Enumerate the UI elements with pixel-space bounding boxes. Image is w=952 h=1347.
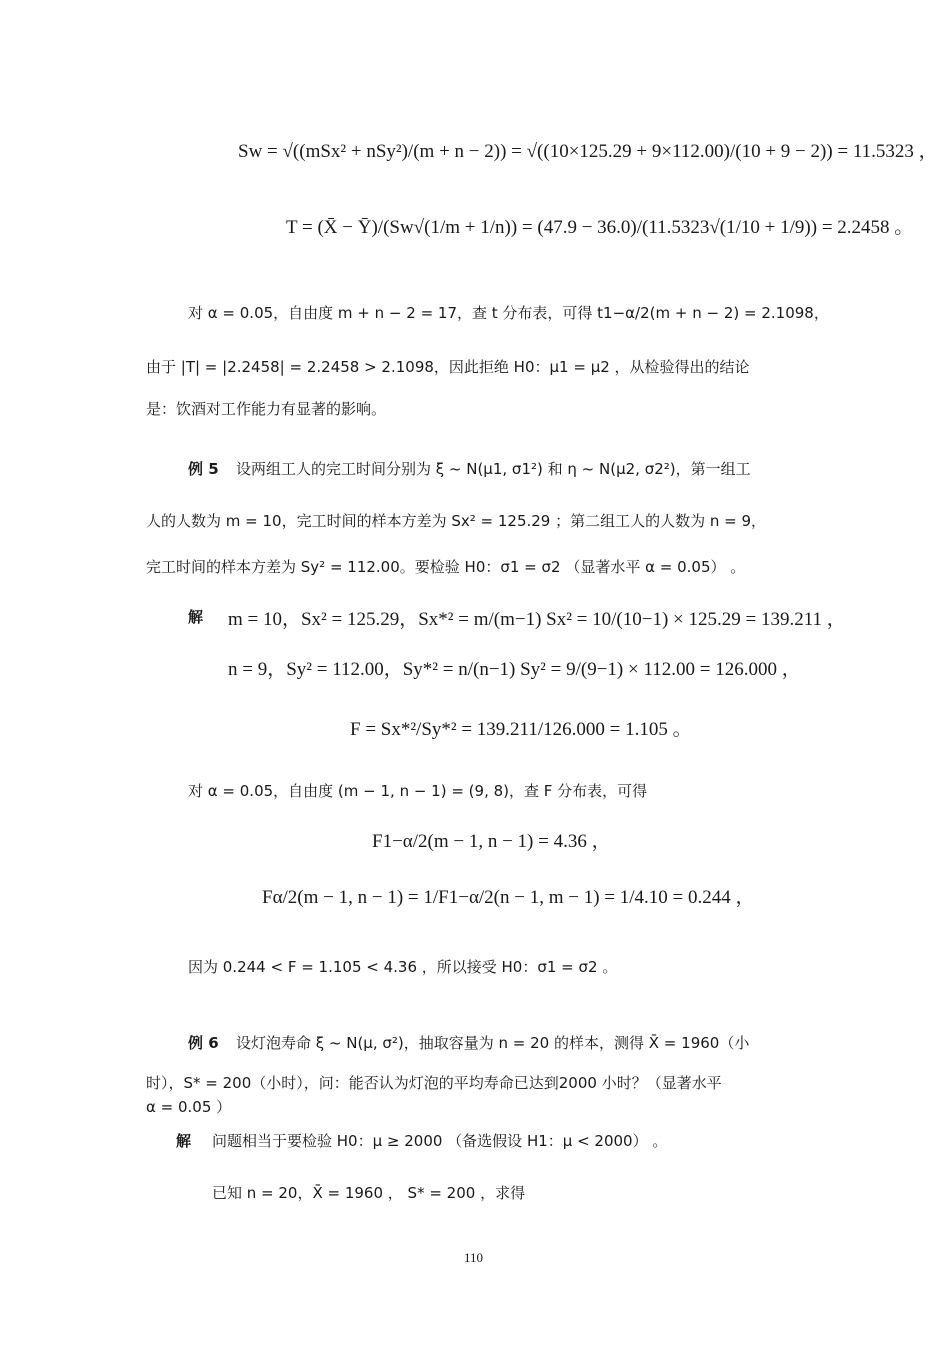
equation-sw: Sw = √((mSx² + nSy²)/(m + n − 2)) = √((10×125.29 + 9×112.00)/(10 + 9 − 2)) = 11.5323 ， bbox=[238, 141, 938, 162]
paragraph-reject: 由于 |T| = |2.2458| = 2.2458 > 2.1098，因此拒绝 H0：μ1 = μ2 ，从检验得出的结论 bbox=[146, 358, 750, 376]
paragraph-alpha: 对 α = 0.05，自由度 m + n − 2 = 17，查 t 分布表，可得 t1−α/2(m + n − 2) = 2.1098， bbox=[188, 304, 829, 322]
example-6-line-1: 设灯泡寿命 ξ ~ N(μ, σ²)，抽取容量为 n = 20 的样本，测得 X̄ = 1960（小 bbox=[236, 1034, 750, 1052]
equation-f-lower: Fα/2(m − 1, n − 1) = 1/F1−α/2(n − 1, m − 1) = 1/4.10 = 0.244 ， bbox=[262, 887, 755, 908]
paragraph-accept: 因为 0.244 < F = 1.105 < 4.36 ，所以接受 H0：σ1 = σ2 。 bbox=[188, 958, 618, 976]
paragraph-alpha-2: 对 α = 0.05，自由度 (m − 1, n − 1) = (9, 8)，查 F 分布表，可得 bbox=[188, 782, 648, 800]
equation-f-upper: F1−α/2(m − 1, n − 1) = 4.36 ， bbox=[372, 831, 611, 852]
example-6-label: 例 6 bbox=[188, 1034, 219, 1052]
example-6-line-2: 时），S* = 200（小时），问：能否认为灯泡的平均寿命已达到2000 小时？（显著水平 bbox=[146, 1074, 722, 1092]
solution-6-line-2: 已知 n = 20，X̄ = 1960 ， S* = 200 ，求得 bbox=[212, 1184, 526, 1202]
paragraph-conclusion: 是：饮酒对工作能力有显著的影响。 bbox=[146, 400, 387, 418]
solution-6-line-1: 问题相当于要检验 H0：μ ≥ 2000 （备选假设 H1：μ < 2000） 。 bbox=[212, 1132, 668, 1150]
example-5-line-2: 人的人数为 m = 10，完工时间的样本方差为 Sx² = 125.29 ；第二组工人的人数为 n = 9， bbox=[146, 512, 767, 530]
page-number: 110 bbox=[464, 1250, 484, 1265]
example-6-line-3: α = 0.05 ） bbox=[146, 1098, 232, 1116]
solution-6-label: 解 bbox=[176, 1132, 192, 1150]
example-5-label: 例 5 bbox=[188, 460, 219, 478]
example-5-line-1: 设两组工人的完工时间分别为 ξ ~ N(μ1, σ1²) 和 η ~ N(μ2, σ2²)，第一组工 bbox=[236, 460, 751, 478]
solution-5-label: 解 bbox=[188, 608, 204, 626]
example-5-line-3: 完工时间的样本方差为 Sy² = 112.00。要检验 H0：σ1 = σ2 （显著水平 α = 0.05） 。 bbox=[146, 558, 746, 576]
solution-5-line-1: m = 10，Sx² = 125.29，Sx*² = m/(m−1) Sx² = 10/(10−1) × 125.29 = 139.211 ， bbox=[228, 609, 846, 630]
equation-f: F = Sx*²/Sy*² = 139.211/126.000 = 1.105 。 bbox=[350, 719, 692, 740]
equation-t: T = (X̄ − Ȳ)/(Sw√(1/m + 1/n)) = (47.9 − 36.0)/(11.5323√(1/10 + 1/9)) = 2.2458 。 bbox=[286, 217, 914, 238]
solution-5-line-2: n = 9，Sy² = 112.00，Sy*² = n/(n−1) Sy² = 9/(9−1) × 112.00 = 126.000 ， bbox=[228, 659, 801, 680]
